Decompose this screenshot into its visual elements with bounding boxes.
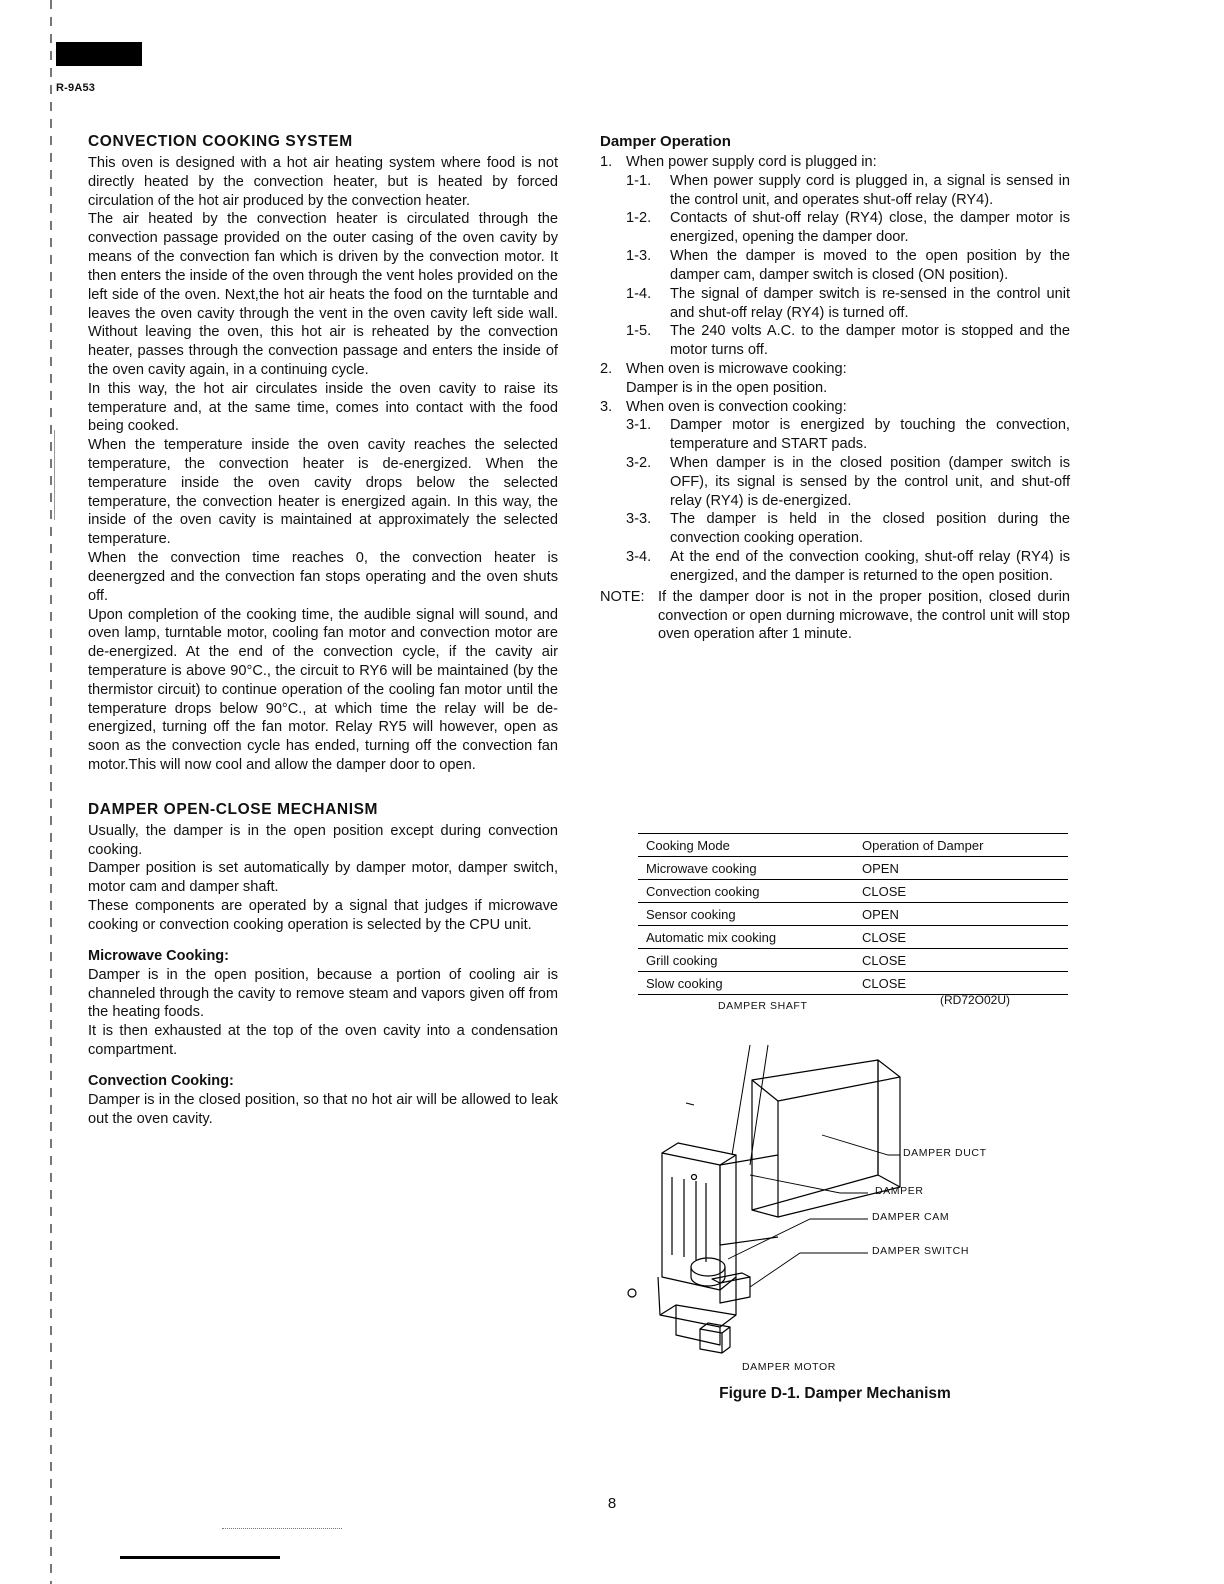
- paragraph: When the temperature inside the oven cavity reaches the selected temperature, the convection heater is de-energized. When the temperature inside the oven cavity drops below the selected temperature, the convection heater is energized again. In this way, the inside of the oven cavity is maintained at approximately the selected temperature.: [88, 437, 558, 548]
- list-text: When oven is microwave cooking:: [626, 360, 847, 377]
- list-item: [626, 322, 1070, 360]
- section-title-damper-operation: Damper Operation: [600, 133, 731, 150]
- list-item: [600, 153, 1070, 172]
- list-item: [626, 285, 1070, 323]
- list-text: The 240 volts A.C. to the damper motor is stopped and the motor turns off.: [670, 323, 1070, 359]
- table-cell: Convection cooking: [638, 880, 854, 903]
- figure-label-damper-duct: DAMPER DUCT: [903, 1147, 987, 1159]
- table-cell: CLOSE: [854, 926, 1068, 949]
- binding-edge-line: [54, 430, 55, 520]
- list-text: The damper is held in the closed position during the convection cooking operation.: [670, 511, 1070, 547]
- paragraph: These components are operated by a signal that judges if microwave cooking or convection cooking operation is selected by the CPU unit.: [88, 898, 558, 933]
- list-text: When damper is in the closed position (damper switch is OFF), its signal is sensed by the control unit, and shut-off relay (RY4) is de-energized.: [670, 455, 1070, 509]
- paragraph: Damper is in the closed position, so that no hot air will be allowed to leak out the oven cavity.: [88, 1091, 558, 1127]
- damper-operation-table: [638, 833, 1068, 995]
- list-number: [600, 379, 626, 398]
- page-number: 8: [607, 1495, 617, 1512]
- figure-label-damper-cam: DAMPER CAM: [872, 1211, 950, 1223]
- table-cell: CLOSE: [854, 880, 1068, 903]
- list-number: 1-4.: [626, 285, 652, 302]
- model-number: R-9A53: [56, 82, 96, 94]
- paragraph: When the convection time reaches 0, the convection heater is deenergzed and the convection fan stops operating and the oven shuts off.: [88, 550, 558, 604]
- note-block: [600, 588, 1070, 644]
- note-label: NOTE:: [600, 588, 645, 605]
- table-row: [638, 880, 1068, 903]
- list-text: When power supply cord is plugged in:: [626, 154, 877, 170]
- list-number: 1-1.: [626, 172, 652, 189]
- list-text: The signal of damper switch is re-sensed in the control unit and shut-off relay (RY4) is turned off.: [670, 285, 1070, 321]
- list-number: 1-3.: [626, 248, 652, 265]
- damper-mechanism-drawing: [600, 1005, 1070, 1375]
- table-row: [638, 926, 1068, 949]
- list-text: When the damper is moved to the open position by the damper cam, damper switch is closed (ON position).: [670, 248, 1070, 283]
- table-cell: Sensor cooking: [638, 903, 854, 926]
- list-item: [626, 416, 1070, 454]
- list-item: [600, 379, 1070, 398]
- section-title-convection-cooking-system: CONVECTION COOKING SYSTEM: [88, 133, 353, 150]
- list-number: 3-2.: [626, 455, 652, 471]
- figure-label-damper: DAMPER: [875, 1185, 924, 1197]
- list-number: 3-4.: [626, 549, 652, 566]
- paragraph: Usually, the damper is in the open position except during convection cooking.: [88, 822, 558, 858]
- paragraph: The air heated by the convection heater is circulated through the convection passage provided on the outer casing of the oven cavity by means of the convection fan which is driven by the convection motor. It then enters the inside of the oven through the vent holes provided on the left side of the oven. Next,the hot air heats the food on the turntable and leaves the oven cavity through the vent in the oven cavity left side wall. Without leaving the oven, this hot air is reheated by the convection heater, passes through the convection passage and enters the inside of the oven cavity again, in a continuing cycle.: [88, 211, 558, 378]
- table-row: [638, 972, 1068, 995]
- table-cell: Grill cooking: [638, 949, 854, 972]
- paragraph: Upon completion of the cooking time, the audible signal will sound, and oven lamp, turntable motor, cooling fan motor and convection motor are de-energized. At the end of the convection cycle, if the cavity air temperature is above 90°C., the circuit to RY6 will be maintained (by the thermistor circuit) to continue operation of the cooling fan motor until the temperature drops below 90°C., at which time the relay will be de-energized, turning off the fan motor. Relay RY5 will however, open as soon as the convection cycle has ended, turning off the convection fan motor.This will now cool and allow the damper door to open.: [88, 606, 558, 773]
- list-item: [626, 209, 1070, 247]
- left-column: [88, 133, 558, 1128]
- note-text: If the damper door is not in the proper position, closed durin convection or open durning microwave, the control unit will stop oven operation after 1 minute.: [658, 588, 1070, 643]
- table-header-cell: Operation of Damper: [854, 834, 1068, 857]
- list-number: 2.: [600, 360, 613, 377]
- table-cell: Microwave cooking: [638, 857, 854, 880]
- paragraph: It is then exhausted at the top of the oven cavity into a condensation compartment.: [88, 1023, 558, 1058]
- paragraph: Damper position is set automatically by damper motor, damper switch, motor cam and damper shaft.: [88, 860, 558, 896]
- subsection-title-convection-cooking: Convection Cooking:: [88, 1072, 234, 1089]
- table-row: [638, 949, 1068, 972]
- list-number: 3.: [600, 398, 613, 415]
- table-header-cell: Cooking Mode: [638, 834, 854, 857]
- list-number: 3-3.: [626, 511, 652, 528]
- footer-dotted-line: [222, 1528, 342, 1529]
- list-text: Damper motor is energized by touching the convection, temperature and START pads.: [670, 417, 1070, 453]
- list-item: [626, 172, 1070, 210]
- list-text: When power supply cord is plugged in, a signal is sensed in the control unit, and operates shut-off relay (RY4).: [670, 172, 1070, 208]
- list-text: At the end of the convection cooking, shut-off relay (RY4) is energized, and the damper is returned to the open position.: [670, 549, 1070, 584]
- binding-edge-marks: [50, 0, 52, 1584]
- list-item: [626, 454, 1070, 510]
- table-cell: Slow cooking: [638, 972, 854, 995]
- list-number: 1-5.: [626, 323, 652, 340]
- table-cell: OPEN: [854, 857, 1068, 880]
- paragraph: In this way, the hot air circulates inside the oven cavity to raise its temperature and, at the same time, comes into contact with the food being cooked.: [88, 380, 558, 435]
- header-black-bar: [56, 42, 142, 66]
- list-item: [600, 398, 1070, 417]
- paragraph: This oven is designed with a hot air heating system where food is not directly heated by the convection heater, but is heated by forced circulation of the hot air produced by the convection heater.: [88, 155, 558, 209]
- figure-label-damper-switch: DAMPER SWITCH: [872, 1245, 970, 1257]
- list-item: [626, 510, 1070, 548]
- table-cell: CLOSE: [854, 972, 1068, 995]
- list-item: [600, 360, 1070, 379]
- figure-caption: Figure D-1. Damper Mechanism: [719, 1385, 951, 1402]
- table-header-row: [638, 834, 1068, 857]
- list-text: Damper is in the open position.: [626, 379, 828, 396]
- table-cell: OPEN: [854, 903, 1068, 926]
- figure-label-damper-shaft: DAMPER SHAFT: [718, 1000, 808, 1012]
- right-column: [600, 133, 1070, 644]
- list-item: [626, 247, 1070, 285]
- list-text: Contacts of shut-off relay (RY4) close, the damper motor is energized, opening the damper door.: [670, 210, 1070, 246]
- table-cell: Automatic mix cooking: [638, 926, 854, 949]
- list-item: [626, 548, 1070, 586]
- paragraph: Damper is in the open position, because a portion of cooling air is channeled through the cavity to remove steam and vapors given off from the heating foods.: [88, 966, 558, 1021]
- list-number: 1.: [600, 154, 613, 170]
- subsection-title-microwave-cooking: Microwave Cooking:: [88, 947, 229, 964]
- footer-rule: [120, 1556, 280, 1559]
- list-number: 1-2.: [626, 210, 652, 227]
- list-number: 3-1.: [626, 417, 652, 434]
- table-reference-code: (RD72O02U): [940, 993, 1011, 1007]
- figure-label-damper-motor: DAMPER MOTOR: [742, 1361, 836, 1373]
- table-cell: CLOSE: [854, 949, 1068, 972]
- section-title-damper-open-close-mechanism: DAMPER OPEN-CLOSE MECHANISM: [88, 800, 379, 818]
- list-text: When oven is convection cooking:: [626, 398, 847, 415]
- table-row: [638, 857, 1068, 880]
- table-row: [638, 903, 1068, 926]
